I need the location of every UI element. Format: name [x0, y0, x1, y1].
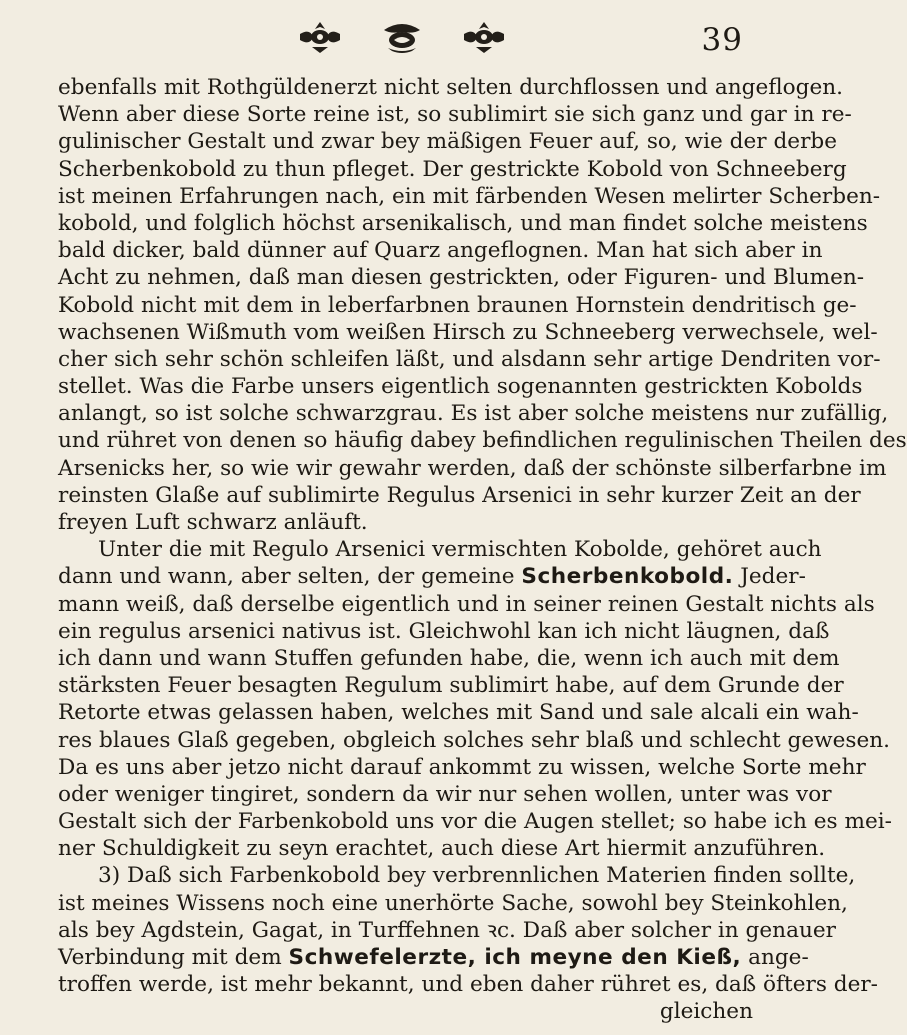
text-line — [58, 536, 822, 563]
page-number: 39 — [701, 22, 743, 58]
line-text: stellet. Was die Farbe unsers eigentlich sogenannten gestrickten Kobolds — [58, 374, 863, 400]
text-line — [58, 373, 863, 400]
line-text: mann weiß, daß derselbe eigentlich und in seiner reinen Gestalt nichts als — [58, 591, 875, 617]
line-text: und rühret von denen so häufig dabey befindlichen regulinischen Theilen des — [58, 428, 907, 454]
line-text: ein regulus arsenici nativus ist. Gleichwohl kan ich nicht läugnen, daß — [58, 618, 830, 644]
text-line — [58, 998, 753, 1025]
line-text: ist meines Wissens noch eine unerhörte Sache, sowohl bey Steinkohlen, — [58, 890, 848, 916]
text-line — [58, 156, 847, 183]
text-line — [58, 427, 907, 454]
line-text: freyen Luft schwarz anläuft. — [58, 510, 368, 535]
text-line — [58, 591, 875, 618]
ornament-right-icon — [456, 20, 512, 54]
line-text: Arsenicks her, so wie wir gewahr werden, daß der schönste silberfarbne im — [58, 455, 887, 481]
line-text: ebenfalls mit Rothgüldenerzt nicht selten durchflossen und angeflogen. — [58, 75, 844, 100]
text-line — [58, 563, 806, 590]
line-text: Verbindung mit dem — [58, 945, 289, 970]
line-text: Wenn aber diese Sorte reine ist, so sublimirt sie sich ganz und gar in re- — [58, 102, 852, 128]
text-line — [58, 808, 892, 835]
text-line — [58, 292, 857, 319]
line-text: cher sich sehr schön schleifen läßt, und alsdann sehr artige Dendriten vor- — [58, 346, 881, 372]
text-line — [58, 781, 832, 808]
line-text: ich dann und wann Stuffen gefunden habe, die, wenn ich auch mit dem — [58, 645, 840, 671]
ornament-center-icon — [374, 20, 430, 54]
text-line — [58, 971, 878, 998]
text-line — [58, 319, 878, 346]
header-ornaments — [292, 20, 512, 54]
line-text: dann und wann, aber selten, der gemeine — [58, 564, 522, 590]
text-line — [58, 128, 837, 155]
text-line — [58, 346, 881, 373]
ornament-left-icon — [292, 20, 348, 54]
line-text: reinsten Glaße auf sublimirte Regulus Arsenici in sehr kurzer Zeit an der — [58, 482, 861, 508]
line-text: ange- — [741, 945, 809, 970]
text-line — [58, 74, 844, 101]
line-text: Retorte etwas gelassen haben, welches mit Sand und sale alcali ein wah- — [58, 700, 859, 726]
line-text: wachsenen Wißmuth vom weißen Hirsch zu Schneeberg verwechsele, wel- — [58, 319, 878, 345]
text-line — [58, 264, 865, 291]
line-text: Da es uns aber jetzo nicht darauf ankommt zu wissen, welche Sorte mehr — [58, 754, 866, 780]
text-line — [58, 183, 881, 210]
line-text: gleichen — [659, 999, 753, 1025]
line-text: 3) Daß sich Farbenkobold bey verbrennlichen Materien finden sollte, — [98, 863, 856, 889]
line-text: Gestalt sich der Farbenkobold uns vor die Augen stellet; so habe ich es mei- — [58, 809, 892, 835]
text-line — [58, 944, 809, 971]
body-text — [58, 74, 907, 1026]
line-text: kobold, und folglich höchst arsenikalisch, und man findet solche meistens — [58, 210, 868, 236]
line-text: als bey Agdstein, Gagat, in Turffehnen ꝛc. Daß aber solcher in genauer — [58, 917, 836, 943]
line-text: Kobold nicht mit dem in leberfarbnen braunen Hornstein dendritisch ge- — [58, 292, 857, 318]
text-line — [58, 754, 866, 781]
line-text: gulinischer Gestalt und zwar bey mäßigen Feuer auf, so, wie der derbe — [58, 129, 837, 155]
text-line — [58, 645, 840, 672]
line-text: anlangt, so ist solche schwarzgrau. Es ist aber solche meistens nur zufällig, — [58, 401, 889, 427]
line-text: Jeder- — [733, 564, 806, 590]
text-line — [58, 455, 887, 482]
emphasized-term: Schwefelerzte, ich meyne den Kieß, — [288, 945, 742, 970]
text-line — [58, 862, 856, 889]
text-line — [58, 509, 753, 536]
page-header — [0, 14, 801, 64]
text-line — [58, 400, 889, 427]
text-line — [58, 672, 844, 699]
text-line — [58, 917, 836, 944]
line-text: troffen werde, ist mehr bekannt, und eben daher rühret es, daß öfters der- — [58, 972, 878, 998]
line-text: stärksten Feuer besagten Regulum sublimirt habe, auf dem Grunde der — [58, 673, 844, 699]
line-text: res blaues Glaß gegeben, obgleich solches sehr blaß und schlecht gewesen. — [58, 727, 891, 753]
text-line — [58, 618, 830, 645]
text-line — [58, 699, 859, 726]
line-text: bald dicker, bald dünner auf Quarz angeflognen. Man hat sich aber in — [58, 238, 823, 264]
line-text: Acht zu nehmen, daß man diesen gestrickten, oder Figuren- und Blumen- — [58, 265, 865, 291]
text-line — [58, 835, 826, 862]
line-text: ner Schuldigkeit zu seyn erachtet, auch diese Art hiermit anzuführen. — [58, 836, 826, 862]
text-line — [58, 210, 868, 237]
text-line — [58, 101, 852, 128]
line-text: Scherbenkobold zu thun pfleget. Der gestrickte Kobold von Schneeberg — [58, 156, 847, 182]
line-text: Unter die mit Regulo Arsenici vermischten Kobolde, gehöret auch — [98, 537, 822, 563]
line-text: ist meinen Erfahrungen nach, ein mit färbenden Wesen melirter Scherben- — [58, 183, 881, 209]
text-line — [58, 727, 891, 754]
emphasized-term: Scherbenkobold. — [521, 564, 734, 590]
line-text: oder weniger tingiret, sondern da wir nur sehen wollen, unter was vor — [58, 781, 832, 807]
text-line — [58, 482, 861, 509]
text-line — [58, 890, 848, 917]
text-line — [58, 237, 823, 264]
